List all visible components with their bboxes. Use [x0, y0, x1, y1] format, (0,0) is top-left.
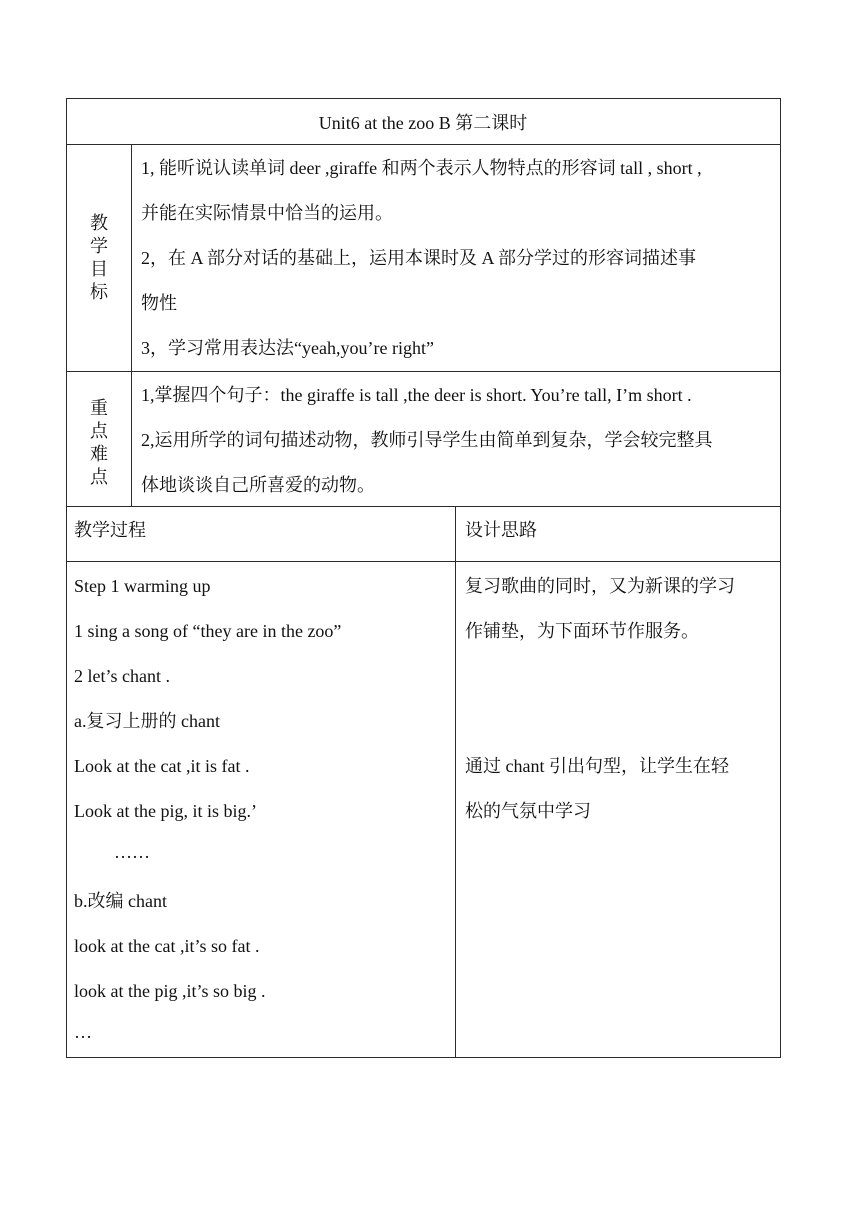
process-step: …: [74, 1022, 92, 1042]
row-divider-process-header: [66, 561, 781, 562]
process-step: Look at the pig, it is big.’: [74, 801, 257, 821]
objectives-label: [67, 212, 131, 304]
objectives-line: 物性: [141, 293, 177, 313]
process-step: Step 1 warming up: [74, 576, 211, 596]
design-note: 通过 chant 引出句型，让学生在轻: [465, 756, 729, 776]
process-step: look at the pig ,it’s so big .: [74, 981, 266, 1001]
design-note: 作铺垫，为下面环节作服务。: [465, 621, 699, 641]
key-points-label-char: 点: [90, 421, 108, 441]
design-note: 复习歌曲的同时，又为新课的学习: [465, 576, 735, 596]
objectives-label-char: 目: [90, 259, 108, 279]
objectives-label-char: 学: [90, 236, 108, 256]
process-step: a.复习上册的 chant: [74, 711, 220, 731]
process-header-right: 设计思路: [465, 520, 537, 540]
label-column-divider: [131, 144, 132, 506]
objectives-line: 1, 能听说认读单词 deer ,giraffe 和两个表示人物特点的形容词 tall , short ,: [141, 158, 702, 178]
objectives-line: 2，在 A 部分对话的基础上，运用本课时及 A 部分学过的形容词描述事: [141, 248, 697, 268]
objectives-line: 3，学习常用表达法“yeah,you’re right”: [141, 338, 434, 358]
process-step: 1 sing a song of “they are in the zoo”: [74, 621, 342, 641]
design-note: 松的气氛中学习: [465, 801, 591, 821]
process-step: look at the cat ,it’s so fat .: [74, 936, 260, 956]
page-title: Unit6 at the zoo B 第二课时: [318, 113, 528, 133]
process-column-divider: [455, 506, 456, 1058]
objectives-line: 并能在实际情景中恰当的运用。: [141, 203, 393, 223]
process-step: b.改编 chant: [74, 891, 167, 911]
key-points-label-char: 难: [90, 444, 108, 464]
key-points-label: [67, 397, 131, 489]
objectives-label-char: 标: [90, 282, 108, 302]
key-points-line: 2,运用所学的词句描述动物，教师引导学生由简单到复杂，学会较完整具: [141, 430, 713, 450]
key-points-line: 1,掌握四个句子：the giraffe is tall ,the deer is short. You’re tall, I’m short .: [141, 385, 692, 405]
process-step: 2 let’s chant .: [74, 666, 170, 686]
key-points-line: 体地谈谈自己所喜爱的动物。: [141, 475, 375, 495]
process-header-left: 教学过程: [74, 520, 146, 540]
objectives-label-char: 教: [90, 213, 108, 233]
process-step: ……: [114, 842, 150, 862]
key-points-label-char: 重: [90, 398, 108, 418]
row-divider-objectives: [66, 371, 781, 372]
row-divider-keypoints: [66, 506, 781, 507]
key-points-label-char: 点: [90, 467, 108, 487]
row-divider-title: [66, 144, 781, 145]
process-step: Look at the cat ,it is fat .: [74, 756, 250, 776]
